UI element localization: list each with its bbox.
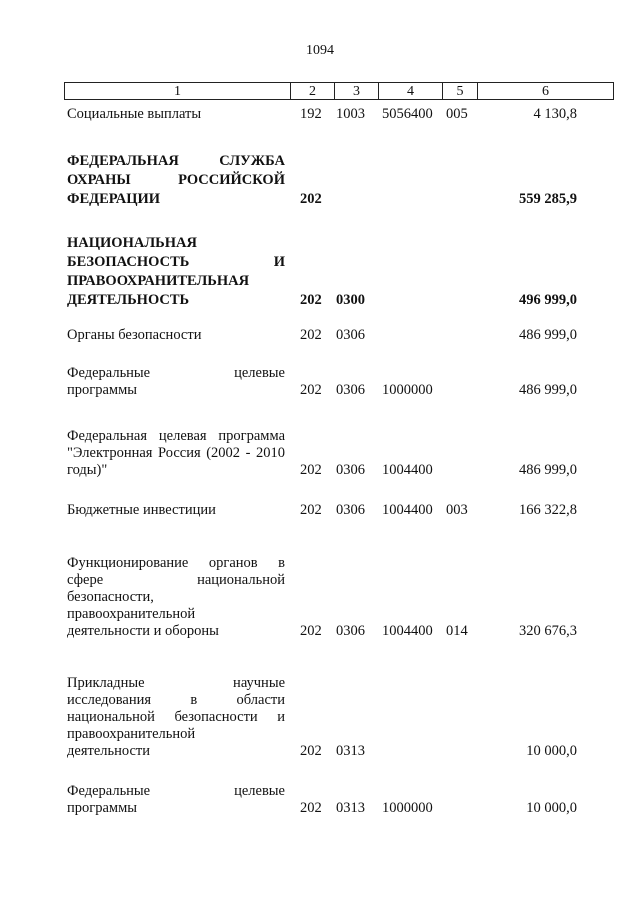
- row-name-line: БЕЗОПАСНОСТЬ И: [67, 254, 285, 270]
- cell-col-4: 1004400: [382, 623, 433, 639]
- header-col-5: 5: [442, 82, 477, 100]
- cell-col-6: 166 322,8: [519, 502, 577, 518]
- cell-col-6: 486 999,0: [519, 327, 577, 343]
- row-name-line: ДЕЯТЕЛЬНОСТЬ: [67, 292, 190, 308]
- cell-col-2: 202: [300, 462, 322, 478]
- row-name-line: годы)": [67, 462, 108, 478]
- row-name-line: "Электронная Россия (2002 - 2010: [67, 445, 285, 461]
- cell-col-3: 0306: [336, 462, 365, 478]
- cell-col-3: 0306: [336, 502, 365, 518]
- cell-col-2: 202: [300, 800, 322, 816]
- row-name-line: НАЦИОНАЛЬНАЯ: [67, 235, 197, 251]
- cell-col-2: 202: [300, 292, 322, 308]
- cell-col-4: 1000000: [382, 800, 433, 816]
- row-name-line: Федеральная целевая программа: [67, 428, 285, 444]
- cell-col-6: 486 999,0: [519, 382, 577, 398]
- cell-col-5: 003: [446, 502, 468, 518]
- cell-col-2: 202: [300, 502, 322, 518]
- cell-col-6: 10 000,0: [526, 743, 577, 759]
- row-name: [67, 234, 285, 310]
- cell-col-6: 4 130,8: [533, 106, 577, 122]
- row-name-line: правоохранительной: [67, 606, 196, 622]
- row-name: [67, 555, 285, 640]
- row-name-line: Социальные выплаты: [67, 106, 202, 122]
- cell-col-2: 192: [300, 106, 322, 122]
- row-name: [67, 783, 285, 817]
- cell-col-6: 559 285,9: [519, 191, 577, 207]
- row-name: [67, 675, 285, 760]
- cell-col-5: 005: [446, 106, 468, 122]
- row-name-line: исследования в области: [67, 692, 285, 708]
- row-name-line: Федеральные целевые: [67, 365, 285, 381]
- row-name-line: национальной безопасности и: [67, 709, 285, 725]
- row-name: [67, 327, 285, 344]
- cell-col-3: 0306: [336, 623, 365, 639]
- cell-col-3: 0300: [336, 292, 365, 308]
- row-name-line: Федеральные целевые: [67, 783, 285, 799]
- cell-col-2: 202: [300, 623, 322, 639]
- row-name: [67, 502, 285, 519]
- row-name-line: ПРАВООХРАНИТЕЛЬНАЯ: [67, 273, 250, 289]
- row-name-line: безопасности,: [67, 589, 154, 605]
- row-name: [67, 106, 285, 123]
- cell-col-4: 5056400: [382, 106, 433, 122]
- row-name-line: ФЕДЕРАЛЬНАЯ СЛУЖБА: [67, 153, 285, 169]
- row-name: [67, 152, 285, 209]
- table-header-row: [64, 82, 614, 100]
- cell-col-2: 202: [300, 382, 322, 398]
- row-name-line: сфере национальной: [67, 572, 285, 588]
- row-name-line: Прикладные научные: [67, 675, 285, 691]
- row-name-line: правоохранительной: [67, 726, 196, 742]
- header-col-2: 2: [290, 82, 334, 100]
- header-col-6: 6: [477, 82, 614, 100]
- row-name-line: ОХРАНЫ РОССИЙСКОЙ: [67, 172, 285, 188]
- page-number: 1094: [306, 43, 334, 58]
- row-name: [67, 365, 285, 399]
- cell-col-3: 0313: [336, 800, 365, 816]
- cell-col-4: 1004400: [382, 462, 433, 478]
- row-name-line: деятельности: [67, 743, 151, 759]
- cell-col-6: 496 999,0: [519, 292, 577, 308]
- row-name-line: ФЕДЕРАЦИИ: [67, 191, 161, 207]
- cell-col-4: 1004400: [382, 502, 433, 518]
- cell-col-6: 320 676,3: [519, 623, 577, 639]
- row-name-line: деятельности и обороны: [67, 623, 219, 639]
- row-name-line: Бюджетные инвестиции: [67, 502, 216, 518]
- cell-col-2: 202: [300, 743, 322, 759]
- row-name-line: программы: [67, 382, 137, 398]
- cell-col-3: 0313: [336, 743, 365, 759]
- header-col-4: 4: [378, 82, 442, 100]
- header-col-3: 3: [334, 82, 378, 100]
- cell-col-3: 0306: [336, 327, 365, 343]
- cell-col-6: 486 999,0: [519, 462, 577, 478]
- cell-col-2: 202: [300, 191, 322, 207]
- cell-col-3: 1003: [336, 106, 365, 122]
- row-name-line: Органы безопасности: [67, 327, 202, 343]
- header-col-1: 1: [64, 82, 290, 100]
- cell-col-6: 10 000,0: [526, 800, 577, 816]
- cell-col-2: 202: [300, 327, 322, 343]
- row-name: [67, 428, 285, 479]
- row-name-line: программы: [67, 800, 137, 816]
- cell-col-4: 1000000: [382, 382, 433, 398]
- row-name-line: Функционирование органов в: [67, 555, 285, 571]
- cell-col-3: 0306: [336, 382, 365, 398]
- cell-col-5: 014: [446, 623, 468, 639]
